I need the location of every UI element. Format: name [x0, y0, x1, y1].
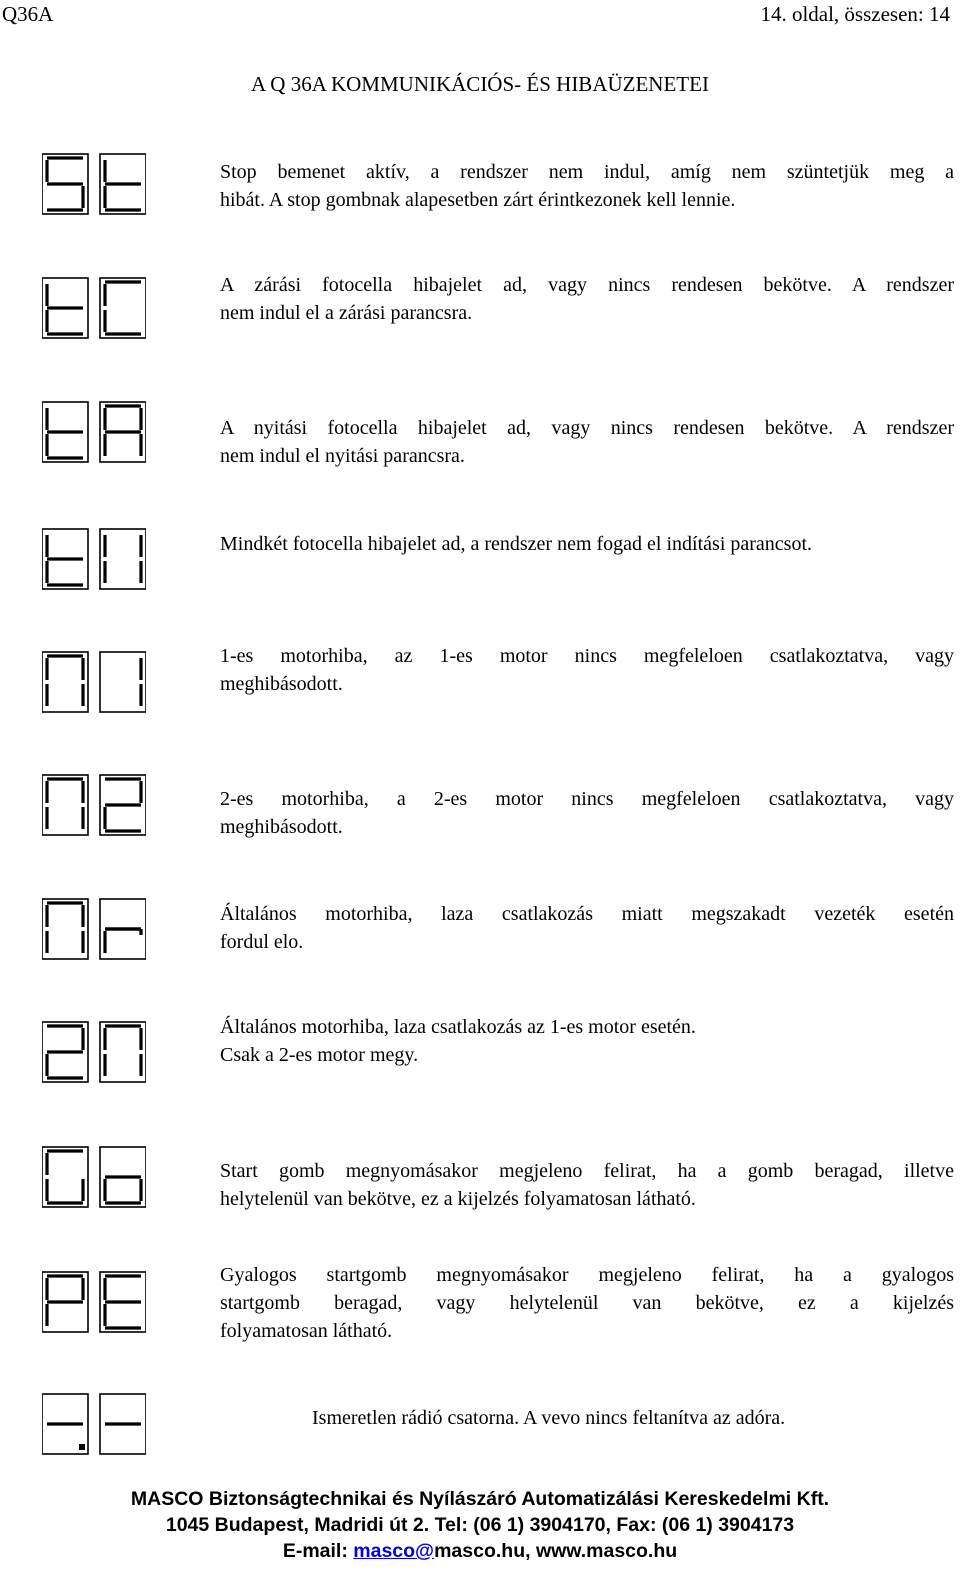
description-line: Csak a 2-es motor megy.: [220, 1044, 419, 1066]
message-description: [220, 1013, 954, 1069]
description-line: helytelenül van bekötve, ez a kijelzés folyamatosan látható.: [220, 1188, 696, 1210]
footer-email-link[interactable]: masco@: [353, 1540, 435, 1562]
description-line: Gyalogos startgomb megnyomásakor megjeleno felirat, ha a gyalogos: [220, 1264, 954, 1286]
description-line: hibát. A stop gombnak alapesetben zárt érintkezonek kell lennie.: [220, 189, 736, 211]
header-doc-code: Q36A: [2, 2, 54, 26]
footer-contact: [0, 1540, 960, 1563]
footer-web: masco.hu, www.masco.hu: [434, 1540, 678, 1562]
header-page-number: 14. oldal, összesen: 14: [760, 2, 950, 26]
message-description: [220, 1261, 954, 1345]
seven-segment-display-icon: [42, 1020, 146, 1084]
seven-segment-display-icon: [42, 527, 146, 591]
description-line: fordul elo.: [220, 931, 304, 953]
description-line: Ismeretlen rádió csatorna. A vevo nincs feltanítva az adóra.: [312, 1407, 786, 1429]
description-line: folyamatosan látható.: [220, 1320, 393, 1342]
seven-segment-display-icon: [42, 400, 146, 464]
seven-segment-display-icon: [42, 1270, 146, 1334]
description-line: 2-es motorhiba, a 2-es motor nincs megfeleloen csatlakoztatva, vagy: [220, 788, 954, 810]
description-line: Általános motorhiba, laza csatlakozás miatt megszakadt vezeték esetén: [220, 903, 954, 925]
description-line: meghibásodott.: [220, 816, 343, 838]
seven-segment-display-icon: [42, 773, 146, 837]
message-description: [220, 158, 954, 214]
description-line: A nyitási fotocella hibajelet ad, vagy nincs rendesen bekötve. A rendszer: [220, 417, 954, 439]
description-line: Általános motorhiba, laza csatlakozás az 1-es motor esetén.: [220, 1016, 696, 1038]
message-description: [220, 900, 954, 956]
description-line: startgomb beragad, vagy helytelenül van bekötve, ez a kijelzés: [220, 1292, 954, 1314]
message-description: [312, 1404, 954, 1432]
seven-segment-display-icon: [42, 276, 146, 340]
seven-segment-display-icon: [42, 152, 146, 216]
message-description: [220, 530, 954, 558]
message-description: [220, 271, 954, 327]
description-line: A zárási fotocella hibajelet ad, vagy nincs rendesen bekötve. A rendszer: [220, 274, 954, 296]
description-line: Mindkét fotocella hibajelet ad, a rendszer nem fogad el indítási parancsot.: [220, 533, 813, 555]
description-line: nem indul el nyitási parancsra.: [220, 445, 465, 467]
description-line: 1-es motorhiba, az 1-es motor nincs megfeleloen csatlakoztatva, vagy: [220, 645, 954, 667]
footer-address: 1045 Budapest, Madridi út 2. Tel: (06 1) 3904170, Fax: (06 1) 3904173: [165, 1514, 795, 1536]
description-line: Stop bemenet aktív, a rendszer nem indul, amíg nem szüntetjük meg a: [220, 161, 954, 183]
message-description: [220, 414, 954, 470]
seven-segment-display-icon: [42, 1392, 146, 1456]
message-description: [220, 785, 954, 841]
description-line: meghibásodott.: [220, 673, 343, 695]
page-title: A Q 36A KOMMUNIKÁCIÓS- ÉS HIBAÜZENETEI: [251, 72, 709, 96]
seven-segment-display-icon: [42, 650, 146, 714]
message-description: [220, 642, 954, 698]
footer-email-label: E-mail:: [282, 1540, 354, 1562]
seven-segment-display-icon: [42, 897, 146, 961]
message-description: [220, 1157, 954, 1213]
description-line: nem indul el a zárási parancsra.: [220, 302, 473, 324]
footer-company: MASCO Biztonságtechnikai és Nyílászáró Automatizálási Kereskedelmi Kft.: [130, 1488, 830, 1510]
seven-segment-display-icon: [42, 1145, 146, 1209]
description-line: Start gomb megnyomásakor megjeleno felirat, ha a gomb beragad, illetve: [220, 1160, 954, 1182]
